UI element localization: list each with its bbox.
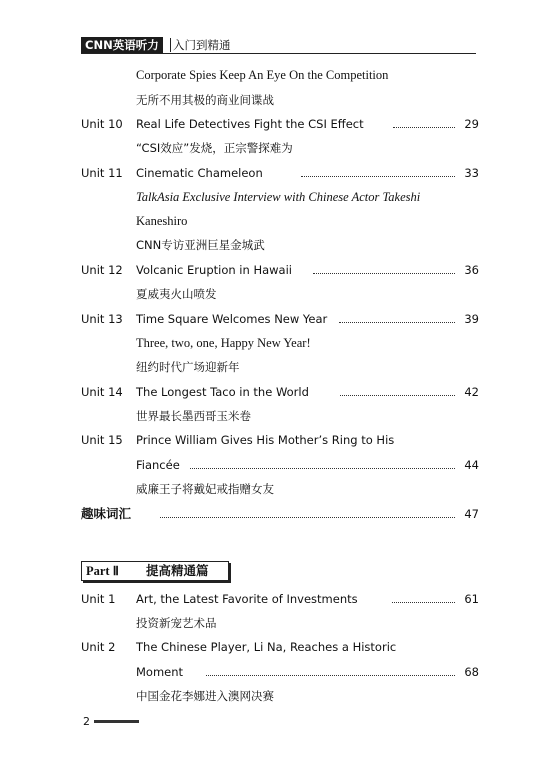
toc-title-en: The Chinese Player, Li Na, Reaches a Historic [136,640,397,654]
toc-subtitle-en: Three, two, one, Happy New Year! [136,336,311,350]
toc-title-en: Volcanic Eruption in Hawaii [136,263,292,277]
toc-leader-dots [340,394,455,396]
toc-title-zh: CNN专访亚洲巨星金城武 [136,238,265,252]
toc-page-number: 61 [464,592,479,606]
toc-page-number: 42 [464,385,479,399]
toc-unit-label: Unit 2 [81,640,116,654]
toc-unit-label: Unit 10 [81,117,123,131]
toc-vocab-title: 趣味词汇 [81,506,132,521]
toc-title-en: Prince William Gives His Mother’s Ring to His [136,433,395,447]
footer-rule [94,720,139,723]
running-header [81,37,476,54]
toc-leader-dots [301,175,455,177]
toc-title-zh: 夏威夷火山喷发 [136,287,217,301]
part-title: 提高精通篇 [146,563,209,578]
toc-leader-dots [392,601,455,603]
toc-unit-label: Unit 11 [81,166,123,180]
toc-page-number: 47 [464,507,479,521]
toc-title-zh: 中国金花李娜进入澳网决赛 [136,689,274,703]
toc-subtitle-en: TalkAsia Exclusive Interview with Chinese Actor Takeshi [136,190,421,204]
toc-title-zh: 无所不用其极的商业间谍战 [136,93,274,107]
toc-page-number: 68 [464,665,479,679]
toc-title-en: Corporate Spies Keep An Eye On the Competition [136,68,389,82]
toc-title-en: The Longest Taco in the World [136,385,309,399]
toc-title-en: Time Square Welcomes New Year [136,312,328,326]
part-heading-box [81,561,229,581]
toc-title-en: Art, the Latest Favorite of Investments [136,592,358,606]
page-footer [83,715,90,729]
toc-leader-dots [393,126,455,128]
toc-title-en: Real Life Detectives Fight the CSI Effect [136,117,364,131]
part-label: Part Ⅱ [82,562,123,580]
series-title: CNN英语听力 [81,37,163,53]
toc-title-en-cont: Fiancée [136,458,180,472]
toc-subtitle-en: Kaneshiro [136,214,188,228]
toc-unit-label: Unit 1 [81,592,116,606]
toc-title-zh: “CSI效应”发烧，正宗警探难为 [136,141,293,155]
toc-title-en-cont: Moment [136,665,184,679]
toc-title-zh: 威廉王子将戴妃戒指赠女友 [136,482,274,496]
toc-leader-dots [190,467,455,469]
toc-leader-dots [313,272,455,274]
toc-page-number: 33 [464,166,479,180]
toc-page-number: 39 [464,312,479,326]
toc-page-number: 36 [464,263,479,277]
toc-title-zh: 投资新宠艺术品 [136,616,217,630]
toc-title-zh: 纽约时代广场迎新年 [136,360,240,374]
toc-unit-label: Unit 14 [81,385,123,399]
toc-unit-label: Unit 15 [81,433,123,447]
toc-title-zh: 世界最长墨西哥玉米卷 [136,409,251,423]
toc-page-number: 44 [464,458,479,472]
toc-leader-dots [206,674,455,676]
toc-unit-label: Unit 13 [81,312,123,326]
toc-unit-label: Unit 12 [81,263,123,277]
toc-leader-dots [160,516,455,518]
toc-page-number: 29 [464,117,479,131]
page-number: 2 [83,715,90,728]
toc-title-en: Cinematic Chameleon [136,166,263,180]
toc-leader-dots [339,321,455,323]
series-subtitle: 入门到精通 [173,38,231,52]
